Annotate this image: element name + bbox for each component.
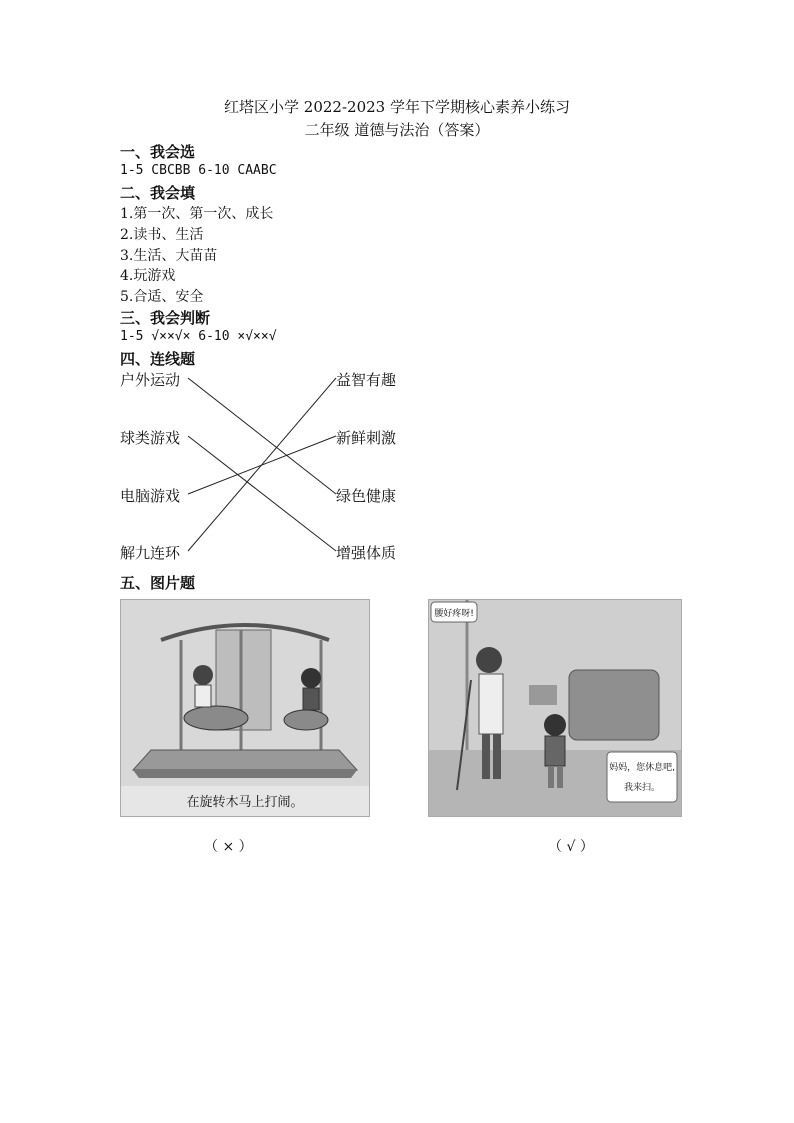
- match-line-2: [188, 436, 336, 551]
- left-item-computer-games: 电脑游戏: [120, 487, 181, 505]
- sweeping-illustration: [429, 600, 681, 816]
- section3-answer: 1-5 √××√× 6-10 ×√××√: [120, 329, 277, 344]
- carousel-illustration: [121, 600, 369, 816]
- section5-heading: 五、图片题: [120, 574, 196, 592]
- right-item-educational: 益智有趣: [336, 371, 397, 389]
- child-speech-line2: 我来扫。: [623, 783, 661, 793]
- left-item-outdoor: 户外运动: [120, 371, 181, 389]
- right-item-physique: 增强体质: [336, 544, 397, 562]
- right-item-healthy: 绿色健康: [336, 487, 397, 505]
- match-line-1: [188, 378, 336, 494]
- section3-heading: 三、我会判断: [120, 309, 211, 327]
- picture1-answer: （ × ）: [204, 839, 253, 855]
- carousel-caption: 在旋转木马上打闹。: [186, 795, 304, 810]
- section1-heading: 一、我会选: [120, 143, 196, 161]
- left-item-nine-rings: 解九连环: [120, 544, 181, 562]
- fill-answer-4: 4.玩游戏: [120, 268, 176, 284]
- match-line-4: [188, 378, 336, 551]
- fill-answer-3: 3.生活、大苗苗: [120, 248, 218, 264]
- sweeping-picture: [428, 599, 682, 817]
- fill-answer-1: 1.第一次、第一次、成长: [120, 206, 274, 222]
- mom-speech: 腰好疼呀!: [434, 609, 474, 619]
- picture2-answer: （ √ ）: [548, 839, 594, 855]
- fill-answer-5: 5.合适、安全: [120, 289, 204, 305]
- page-subtitle: 二年级 道德与法治（答案）: [304, 121, 490, 139]
- section4-heading: 四、连线题: [120, 350, 196, 368]
- section1-answer: 1-5 CBCBB 6-10 CAABC: [120, 163, 277, 178]
- carousel-picture: [120, 599, 370, 817]
- section2-heading: 二、我会填: [120, 184, 196, 202]
- left-item-ball-games: 球类游戏: [120, 429, 181, 447]
- page-title: 红塔区小学 2022-2023 学年下学期核心素养小练习: [224, 98, 570, 116]
- child-speech-line1: 妈妈，您休息吧,: [609, 763, 675, 773]
- right-item-exciting: 新鲜刺激: [336, 429, 397, 447]
- fill-answer-2: 2.读书、生活: [120, 227, 204, 243]
